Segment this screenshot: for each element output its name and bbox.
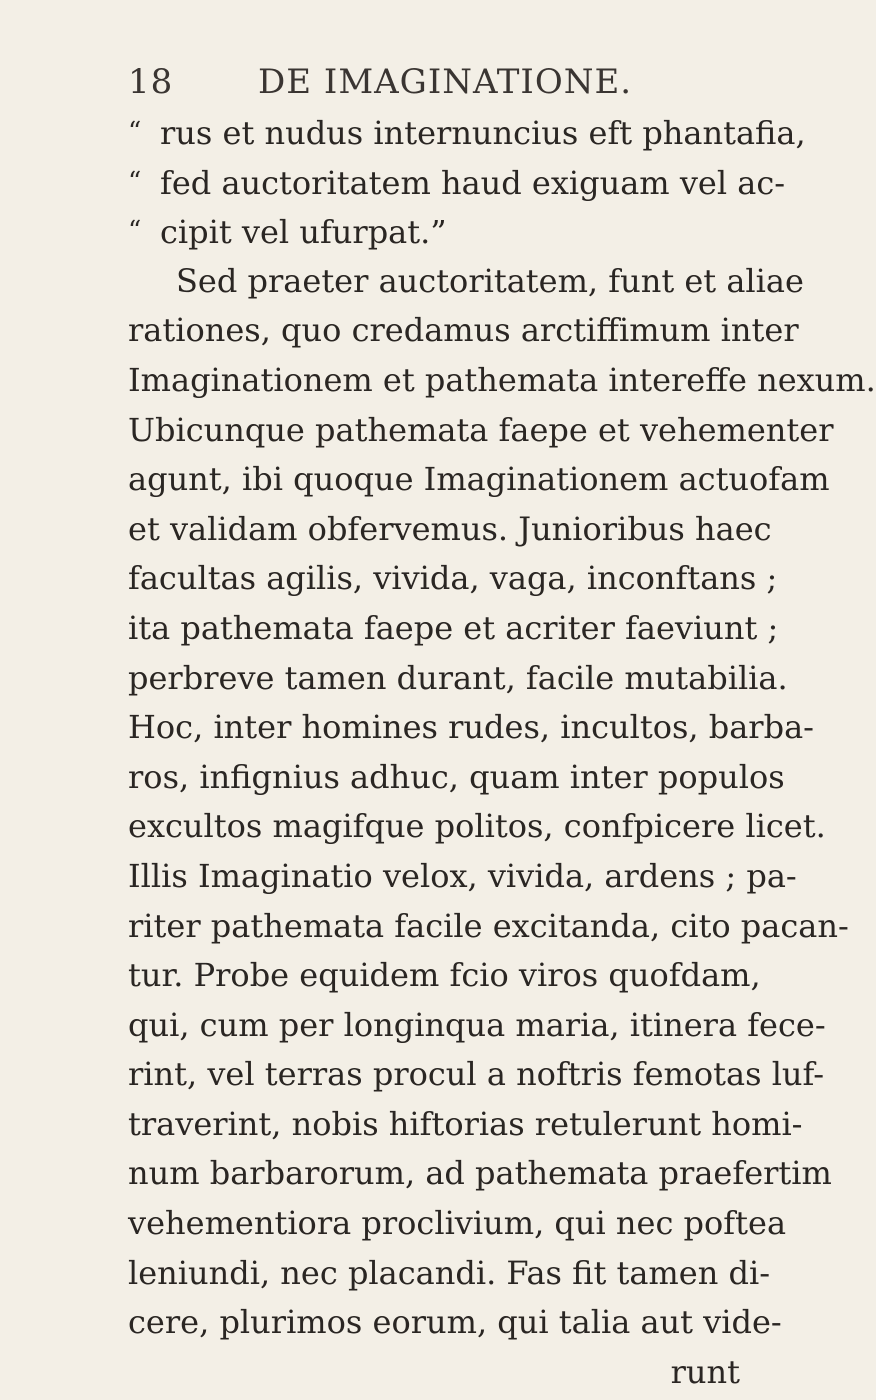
text-line: cere, plurimos eorum, qui talia aut vide- <box>128 1303 782 1342</box>
catchword: runt <box>670 1352 740 1391</box>
text-line: “ rus et nudus internuncius eft phantafia, <box>128 108 740 158</box>
text-line: “ fed auctoritatem haud exiguam vel ac- <box>128 158 740 208</box>
text-line: riter pathemata facile excitanda, cito pacan- <box>128 906 849 945</box>
page-number: 18 <box>128 62 174 102</box>
paragraph-start-line: Sed praeter auctoritatem, funt et aliae <box>176 261 804 300</box>
running-title: DE IMAGINATIONE. <box>258 62 633 102</box>
text-line: agunt, ibi quoque Imaginationem actuofam <box>128 460 830 499</box>
text-line: tur. Probe equidem fcio viros quofdam, <box>128 956 761 995</box>
text-line: “ cipit vel ufurpat.” <box>128 207 740 257</box>
text-line: ros, infignius adhuc, quam inter populos <box>128 757 785 796</box>
quote-mark: “ <box>128 166 142 197</box>
text-line: excultos magifque politos, confpicere licet. <box>128 807 826 846</box>
text-line: traverint, nobis hiftorias retulerunt homi- <box>128 1104 803 1143</box>
text-line: rint, vel terras procul a noftris femotas luf- <box>128 1055 825 1094</box>
body-text <box>128 108 876 1397</box>
text-line: rationes, quo credamus arctiffimum inter <box>128 311 799 350</box>
text-line: leniundi, nec placandi. Fas fit tamen di- <box>128 1253 771 1292</box>
page-header <box>128 62 760 102</box>
text-line: Ubicunque pathemata faepe et vehementer <box>128 410 834 449</box>
text-line: Hoc, inter homines rudes, incultos, barba- <box>128 708 814 747</box>
quote-mark: “ <box>128 117 142 147</box>
text-line: vehementiora proclivium, qui nec poftea <box>128 1204 787 1243</box>
text-line: qui, cum per longinqua maria, itinera fece- <box>128 1005 826 1044</box>
text-line: et validam obfervemus. Junioribus haec <box>128 509 772 548</box>
text-line: ita pathemata faepe et acriter faeviunt ; <box>128 608 779 647</box>
text-line: Illis Imaginatio velox, vivida, ardens ; pa- <box>128 856 797 895</box>
text-line: Imaginationem et pathemata intereffe nexum. <box>128 360 876 399</box>
text-line: perbreve tamen durant, facile mutabilia. <box>128 658 788 697</box>
text-line: num barbarorum, ad pathemata praefertim <box>128 1154 832 1193</box>
text-line: facultas agilis, vivida, vaga, inconftans ; <box>128 559 778 598</box>
quote-mark: “ <box>128 216 142 247</box>
